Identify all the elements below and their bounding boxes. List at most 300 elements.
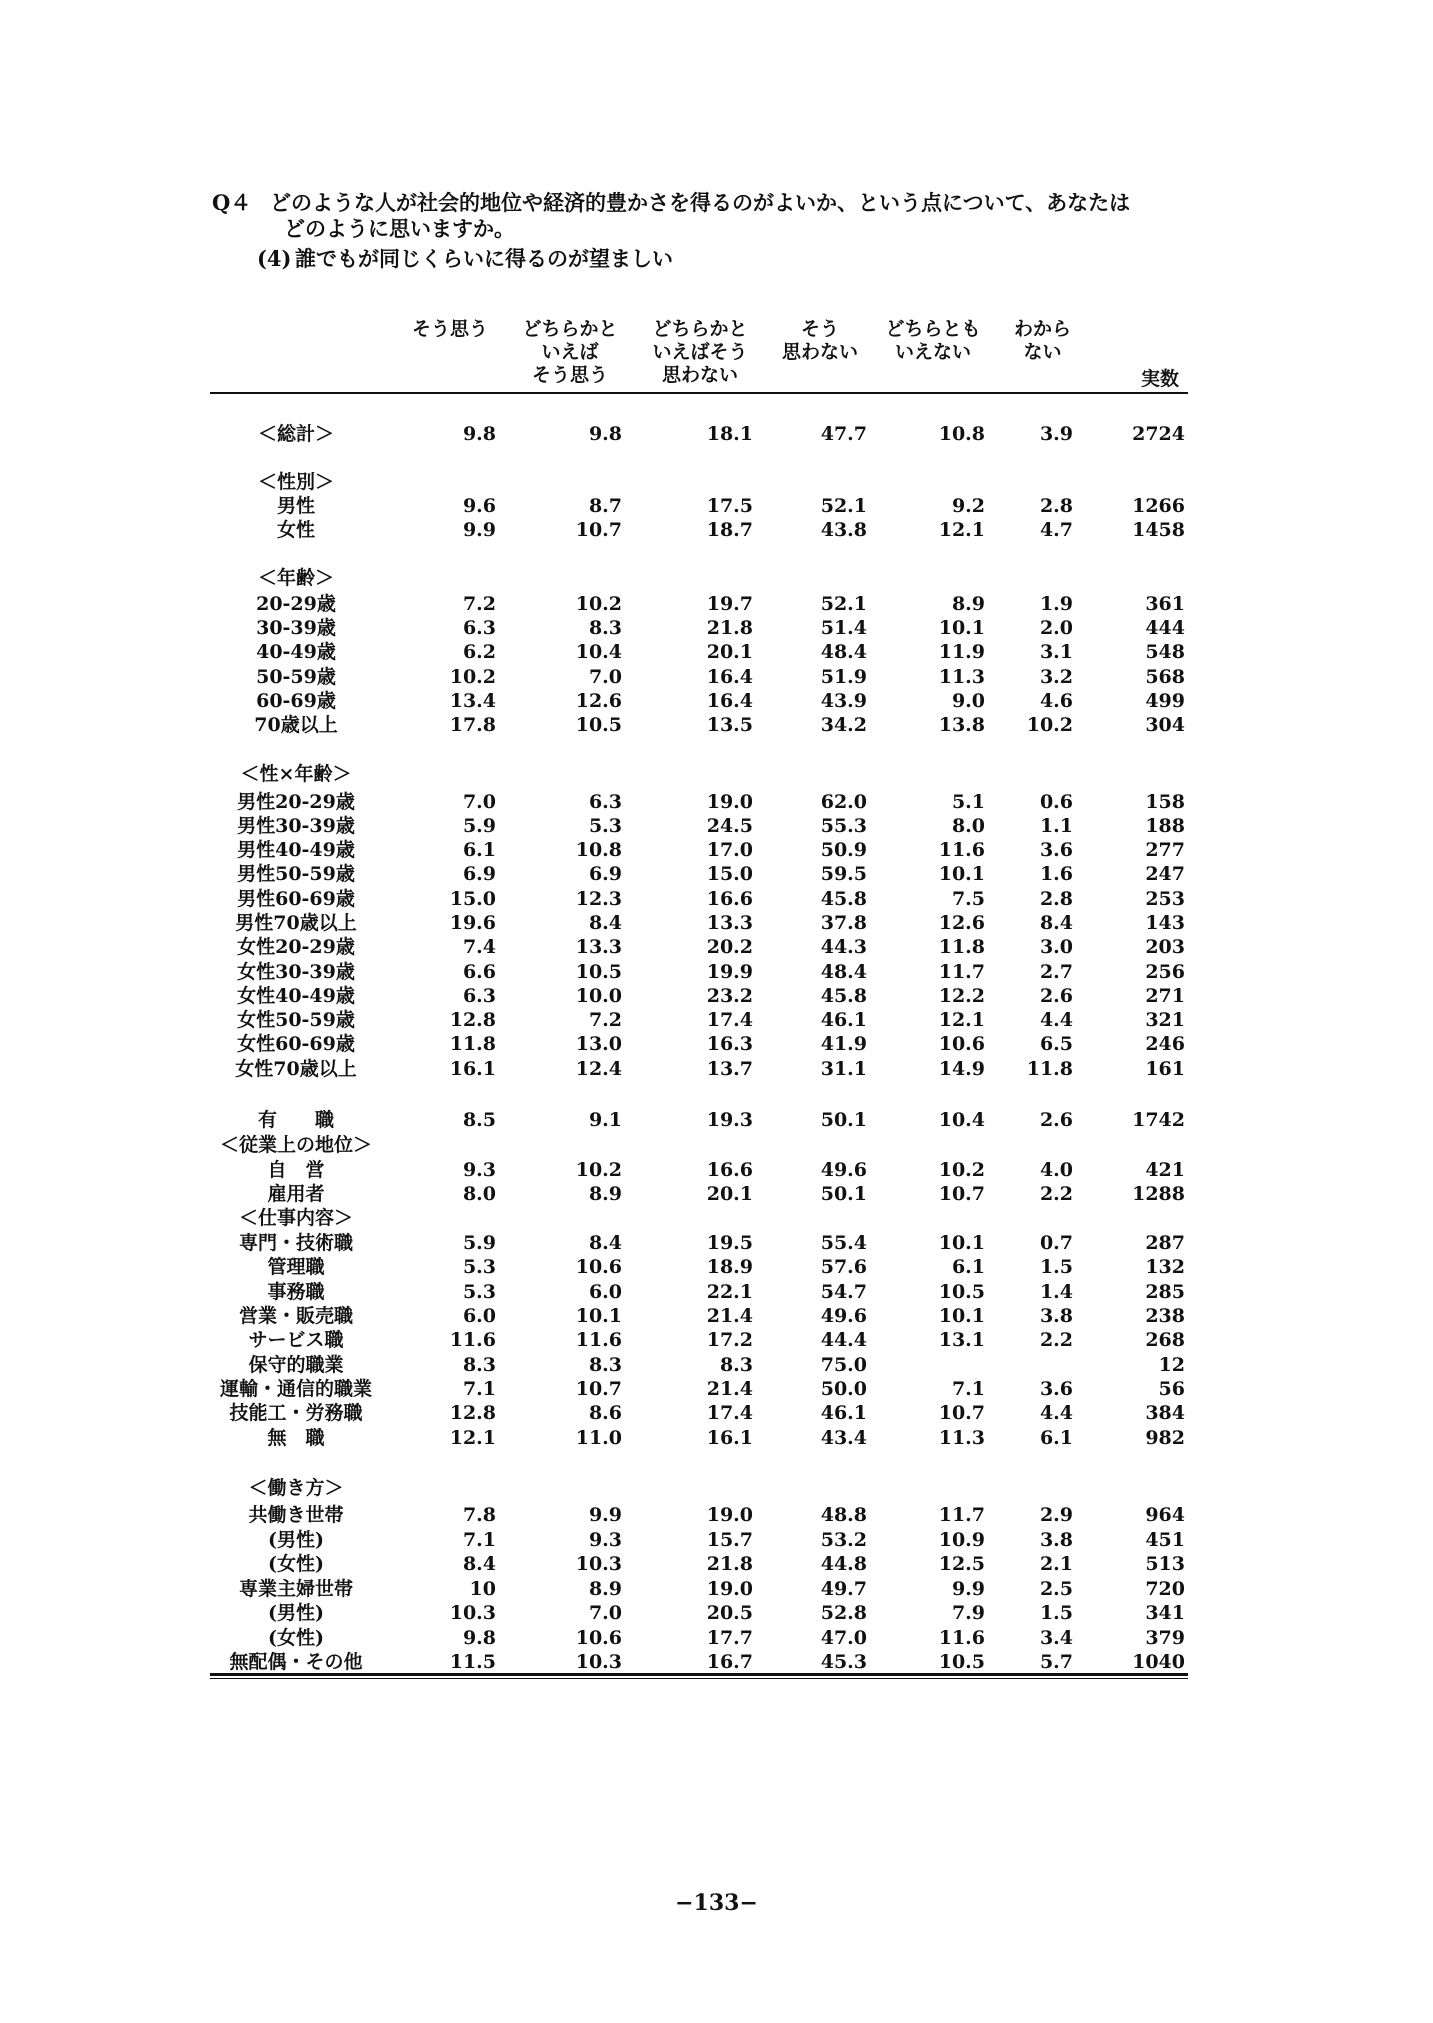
percent-cell: 16.7 [706,1651,753,1673]
table-row [0,1577,1433,1601]
percent-cell: 49.7 [820,1578,867,1600]
table-row [0,1057,1433,1081]
row-label: 専門・技術職 [238,1232,353,1254]
page-number: −133− [675,1890,758,1916]
row-label: 女性60-69歳 [237,1033,355,1055]
row-label: 管理職 [267,1256,325,1278]
percent-cell: 0.6 [1039,791,1073,813]
header-somewhat-agree [510,318,630,387]
group-heading: ＜性×年齢＞ [240,763,352,785]
table-row [0,1426,1433,1450]
percent-cell: 23.2 [706,985,753,1007]
table-row [0,1255,1433,1279]
percent-cell: 6.9 [588,863,622,885]
header-somewhat-agree-line: いえば [541,341,599,363]
table-row [0,984,1433,1008]
percent-cell: 6.5 [1039,1033,1073,1055]
percent-cell: 10.4 [938,1109,985,1131]
header-somewhat-disagree-line: 思わない [661,364,738,386]
table-row [0,1304,1433,1328]
percent-cell: 12.1 [449,1427,496,1449]
percent-cell: 2.2 [1039,1183,1073,1205]
table-row [0,1008,1433,1032]
table-row [0,1328,1433,1352]
percent-cell: 48.4 [820,641,867,663]
question-number: Q４ [212,190,252,215]
percent-cell: 43.8 [820,519,867,541]
percent-cell: 55.4 [820,1232,867,1254]
percent-cell: 10.5 [575,714,622,736]
row-label: ＜総計＞ [257,423,334,445]
table-row [0,862,1433,886]
percent-cell: 15.7 [706,1529,753,1551]
percent-cell: 46.1 [820,1009,867,1031]
percent-cell: 49.6 [820,1305,867,1327]
percent-cell: 9.0 [951,690,985,712]
percent-cell: 11.8 [1026,1058,1073,1080]
percent-cell: 48.8 [820,1504,867,1526]
percent-cell: 9.3 [462,1159,496,1181]
row-label: 男性30-39歳 [237,815,355,837]
percent-cell: 11.6 [575,1329,622,1351]
row-label: 男性70歳以上 [235,912,357,934]
table-bottom-rule-thin [210,1678,1188,1679]
row-label: 男性 [276,495,315,517]
percent-cell: 6.3 [462,985,496,1007]
percent-cell: 8.0 [462,1183,496,1205]
percent-cell: 6.1 [951,1256,985,1278]
percent-cell: 43.9 [820,690,867,712]
count-cell: 161 [1145,1058,1185,1080]
percent-cell: 16.4 [706,666,753,688]
percent-cell: 10.7 [938,1402,985,1424]
row-label: 技能工・労務職 [229,1402,363,1424]
percent-cell: 13.7 [706,1058,753,1080]
percent-cell: 13.3 [706,912,753,934]
header-somewhat-agree-line: そう思う [531,364,608,386]
table-row [0,592,1433,616]
percent-cell: 4.4 [1039,1402,1073,1424]
percent-cell: 6.0 [588,1281,622,1303]
percent-cell: 5.9 [462,815,496,837]
percent-cell: 2.2 [1039,1329,1073,1351]
percent-cell: 10.5 [938,1281,985,1303]
percent-cell: 59.5 [820,863,867,885]
percent-cell: 10.2 [449,666,496,688]
count-cell: 720 [1145,1578,1185,1600]
percent-cell: 10.9 [938,1529,985,1551]
percent-cell: 17.5 [706,495,753,517]
count-cell: 568 [1145,666,1185,688]
table-row [0,790,1433,814]
percent-cell: 17.0 [706,839,753,861]
percent-cell: 2.9 [1039,1504,1073,1526]
percent-cell: 10.4 [575,641,622,663]
percent-cell: 11.3 [938,1427,985,1449]
percent-cell: 9.2 [951,495,985,517]
percent-cell: 18.7 [706,519,753,541]
percent-cell: 4.4 [1039,1009,1073,1031]
table-row [0,814,1433,838]
percent-cell: 10.1 [575,1305,622,1327]
table-row [0,494,1433,518]
table-row [0,960,1433,984]
percent-cell: 19.3 [706,1109,753,1131]
percent-cell: 44.3 [820,936,867,958]
percent-cell: 11.6 [938,839,985,861]
header-neither [878,318,988,364]
table-row [0,1280,1433,1304]
row-label: 有 職 [257,1109,334,1131]
row-label: 女性20-29歳 [237,936,355,958]
percent-cell: 17.4 [706,1402,753,1424]
percent-cell: 8.4 [462,1553,496,1575]
table-row [0,422,1433,446]
percent-cell: 41.9 [820,1033,867,1055]
percent-cell: 6.3 [462,617,496,639]
percent-cell: 16.3 [706,1033,753,1055]
row-label: 女性30-39歳 [237,961,355,983]
count-cell: 256 [1145,961,1185,983]
table-row [0,665,1433,689]
count-cell: 132 [1145,1256,1185,1278]
header-unknown [1005,318,1080,364]
percent-cell: 8.9 [588,1578,622,1600]
table-row [0,1108,1433,1132]
percent-cell: 52.8 [820,1602,867,1624]
group-heading-row [0,470,1433,494]
group-heading: ＜性別＞ [257,471,334,493]
row-label: 事務職 [267,1281,325,1303]
group-heading-row [0,1476,1433,1500]
percent-cell: 13.3 [575,936,622,958]
table-row [0,616,1433,640]
table-row [0,640,1433,664]
percent-cell: 2.8 [1039,888,1073,910]
row-label: サービス職 [248,1329,344,1351]
percent-cell: 10.2 [575,1159,622,1181]
percent-cell: 10.3 [575,1651,622,1673]
percent-cell: 5.7 [1039,1651,1073,1673]
count-cell: 277 [1145,839,1185,861]
percent-cell: 45.3 [820,1651,867,1673]
percent-cell: 45.8 [820,888,867,910]
header-neither-line: いえない [894,341,971,363]
count-cell: 246 [1145,1033,1185,1055]
percent-cell: 17.7 [706,1627,753,1649]
percent-cell: 53.2 [820,1529,867,1551]
count-cell: 384 [1145,1402,1185,1424]
count-cell: 287 [1145,1232,1185,1254]
count-cell: 253 [1145,888,1185,910]
percent-cell: 8.3 [719,1354,753,1376]
percent-cell: 14.9 [938,1058,985,1080]
count-cell: 1742 [1132,1109,1185,1131]
percent-cell: 8.4 [1039,912,1073,934]
percent-cell: 10.1 [938,863,985,885]
count-cell: 143 [1145,912,1185,934]
header-agree [395,318,505,341]
percent-cell: 11.7 [938,1504,985,1526]
percent-cell: 10.7 [575,519,622,541]
percent-cell: 9.8 [462,1627,496,1649]
percent-cell: 10.1 [938,617,985,639]
percent-cell: 9.3 [588,1529,622,1551]
count-cell: 12 [1158,1354,1185,1376]
table-row [0,1503,1433,1527]
percent-cell: 9.9 [588,1504,622,1526]
header-somewhat-agree-line: どちらかと [522,318,618,340]
percent-cell: 17.2 [706,1329,753,1351]
row-label: 共働き世帯 [248,1504,344,1526]
percent-cell: 47.7 [820,423,867,445]
percent-cell: 3.1 [1039,641,1073,663]
percent-cell: 6.2 [462,641,496,663]
percent-cell: 10.6 [575,1627,622,1649]
percent-cell: 10.3 [575,1553,622,1575]
percent-cell: 19.7 [706,593,753,615]
percent-cell: 19.0 [706,1578,753,1600]
sub-text: 誰でもが同じくらいに得るのが望ましい [295,246,673,271]
percent-cell: 12.6 [938,912,985,934]
percent-cell: 7.5 [951,888,985,910]
percent-cell: 15.0 [449,888,496,910]
row-label: 女性50-59歳 [237,1009,355,1031]
count-cell: 451 [1145,1529,1185,1551]
percent-cell: 13.8 [938,714,985,736]
percent-cell: 44.8 [820,1553,867,1575]
percent-cell: 49.6 [820,1159,867,1181]
count-cell: 2724 [1132,423,1185,445]
percent-cell: 9.8 [462,423,496,445]
count-cell: 238 [1145,1305,1185,1327]
row-label: 雇用者 [267,1183,325,1205]
question-sub [212,246,1212,272]
group-heading-row [0,566,1433,590]
group-heading-row [0,1133,1433,1157]
count-cell: 499 [1145,690,1185,712]
percent-cell: 8.5 [462,1109,496,1131]
row-label: 女性 [276,519,315,541]
percent-cell: 0.7 [1039,1232,1073,1254]
count-cell: 1288 [1132,1183,1185,1205]
row-label: 自 営 [267,1159,325,1181]
percent-cell: 7.2 [462,593,496,615]
percent-cell: 21.8 [706,617,753,639]
percent-cell: 12.1 [938,519,985,541]
count-cell: 379 [1145,1627,1185,1649]
percent-cell: 8.7 [588,495,622,517]
percent-cell: 8.4 [588,1232,622,1254]
column-headers [0,318,1433,388]
percent-cell: 15.0 [706,863,753,885]
count-cell: 361 [1145,593,1185,615]
percent-cell: 51.4 [820,617,867,639]
percent-cell: 3.6 [1039,1378,1073,1400]
percent-cell: 5.3 [462,1281,496,1303]
percent-cell: 1.6 [1039,863,1073,885]
percent-cell: 11.7 [938,961,985,983]
count-cell: 321 [1145,1009,1185,1031]
header-unknown-line: わから [1013,318,1071,340]
percent-cell: 11.8 [938,936,985,958]
percent-cell: 34.2 [820,714,867,736]
percent-cell: 7.1 [951,1378,985,1400]
percent-cell: 2.8 [1039,495,1073,517]
row-label: (男性) [268,1529,324,1551]
percent-cell: 7.4 [462,936,496,958]
percent-cell: 12.6 [575,690,622,712]
percent-cell: 10.7 [938,1183,985,1205]
percent-cell: 12.5 [938,1553,985,1575]
percent-cell: 2.6 [1039,985,1073,1007]
percent-cell: 9.8 [588,423,622,445]
percent-cell: 1.5 [1039,1602,1073,1624]
percent-cell: 16.4 [706,690,753,712]
question-line-2: どのように思いますか。 [284,216,515,241]
percent-cell: 8.6 [588,1402,622,1424]
table-row [0,1032,1433,1056]
header-unknown-line: ない [1023,341,1062,363]
count-cell: 271 [1145,985,1185,1007]
percent-cell: 37.8 [820,912,867,934]
percent-cell: 9.6 [462,495,496,517]
percent-cell: 44.4 [820,1329,867,1351]
percent-cell: 8.9 [588,1183,622,1205]
percent-cell: 8.3 [588,1354,622,1376]
count-cell: 304 [1145,714,1185,736]
row-label: (女性) [268,1627,324,1649]
percent-cell: 10.8 [938,423,985,445]
percent-cell: 9.1 [588,1109,622,1131]
table-row [0,1528,1433,1552]
percent-cell: 6.1 [462,839,496,861]
percent-cell: 6.9 [462,863,496,885]
percent-cell: 10.2 [938,1159,985,1181]
percent-cell: 1.4 [1039,1281,1073,1303]
table-row [0,1601,1433,1625]
table-row [0,1182,1433,1206]
group-heading: ＜従業上の地位＞ [219,1134,372,1156]
group-heading-row [0,1206,1433,1230]
percent-cell: 17.8 [449,714,496,736]
percent-cell: 17.4 [706,1009,753,1031]
percent-cell: 10.5 [938,1651,985,1673]
percent-cell: 22.1 [706,1281,753,1303]
percent-cell: 7.1 [462,1529,496,1551]
count-cell: 247 [1145,863,1185,885]
percent-cell: 18.9 [706,1256,753,1278]
sub-number: (4) [257,246,292,271]
percent-cell: 6.3 [588,791,622,813]
question-block [212,190,1212,272]
table-row [0,1401,1433,1425]
header-count: 実数 [1140,368,1179,390]
percent-cell: 7.0 [588,666,622,688]
percent-cell: 2.5 [1039,1578,1073,1600]
percent-cell: 19.0 [706,1504,753,1526]
row-label: 営業・販売職 [238,1305,353,1327]
percent-cell: 13.1 [938,1329,985,1351]
percent-cell: 20.5 [706,1602,753,1624]
count-cell: 444 [1145,617,1185,639]
percent-cell: 3.2 [1039,666,1073,688]
percent-cell: 11.6 [449,1329,496,1351]
count-cell: 56 [1158,1378,1185,1400]
percent-cell: 2.7 [1039,961,1073,983]
table-row [0,1552,1433,1576]
row-label: 男性20-29歳 [237,791,355,813]
percent-cell: 5.9 [462,1232,496,1254]
percent-cell: 9.9 [951,1578,985,1600]
table-row [0,1377,1433,1401]
header-somewhat-disagree [640,318,760,387]
percent-cell: 10.2 [1026,714,1073,736]
percent-cell: 8.9 [951,593,985,615]
row-label: (女性) [268,1553,324,1575]
row-label: 70歳以上 [254,714,338,736]
header-disagree [770,318,870,364]
percent-cell: 19.5 [706,1232,753,1254]
percent-cell: 52.1 [820,495,867,517]
percent-cell: 16.6 [706,888,753,910]
percent-cell: 55.3 [820,815,867,837]
percent-cell: 46.1 [820,1402,867,1424]
percent-cell: 4.0 [1039,1159,1073,1181]
percent-cell: 8.3 [588,617,622,639]
header-agree-line: そう思う [411,318,488,340]
percent-cell: 3.6 [1039,839,1073,861]
percent-cell: 10.5 [575,961,622,983]
percent-cell: 50.1 [820,1183,867,1205]
count-cell: 964 [1145,1504,1185,1526]
percent-cell: 62.0 [820,791,867,813]
percent-cell: 75.0 [820,1354,867,1376]
percent-cell: 47.0 [820,1627,867,1649]
percent-cell: 16.6 [706,1159,753,1181]
percent-cell: 5.3 [588,815,622,837]
percent-cell: 8.3 [462,1354,496,1376]
percent-cell: 7.0 [588,1602,622,1624]
row-label: 男性40-49歳 [237,839,355,861]
table-row [0,1158,1433,1182]
group-heading: ＜働き方＞ [248,1477,344,1499]
percent-cell: 10.3 [449,1602,496,1624]
table-row [0,1353,1433,1377]
percent-cell: 16.1 [706,1427,753,1449]
percent-cell: 3.4 [1039,1627,1073,1649]
percent-cell: 16.1 [449,1058,496,1080]
header-somewhat-disagree-line: どちらかと [652,318,748,340]
row-label: 50-59歳 [256,666,336,688]
row-label: 専業主婦世帯 [238,1578,353,1600]
percent-cell: 11.5 [449,1651,496,1673]
percent-cell: 6.0 [462,1305,496,1327]
percent-cell: 21.4 [706,1378,753,1400]
percent-cell: 20.1 [706,1183,753,1205]
table-row [0,713,1433,737]
table-row [0,1650,1433,1674]
percent-cell: 2.6 [1039,1109,1073,1131]
percent-cell: 10.8 [575,839,622,861]
percent-cell: 3.9 [1039,423,1073,445]
percent-cell: 3.8 [1039,1529,1073,1551]
percent-cell: 21.4 [706,1305,753,1327]
percent-cell: 20.2 [706,936,753,958]
count-cell: 158 [1145,791,1185,813]
row-label: 20-29歳 [256,593,336,615]
percent-cell: 5.3 [462,1256,496,1278]
